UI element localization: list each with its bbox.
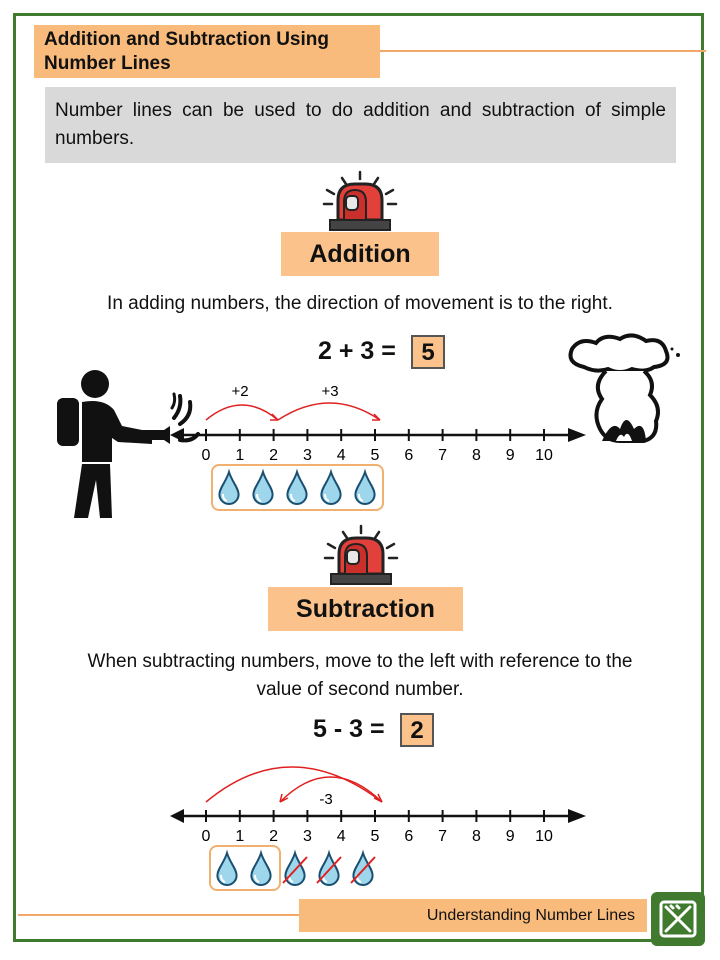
tick-label: 1 [235,447,245,460]
addition-number-line [170,378,590,460]
tick-label: 4 [336,447,346,460]
water-drop-icon [287,472,306,504]
subtraction-label: Subtraction [268,587,463,631]
subtraction-answer: 2 [400,713,434,747]
water-drop-icon [217,853,236,885]
tick-label: 10 [535,828,553,842]
addition-drops [211,464,411,511]
footer-divider [18,914,300,916]
tick-label: 3 [302,828,312,842]
water-drop-icon [355,472,374,504]
intro-text: Number lines can be used to do addition and subtraction of simple numbers. [45,87,676,163]
tick-label: 8 [471,447,481,460]
water-drop-icon [219,472,238,504]
logo [651,892,705,946]
tick-label: 8 [471,828,481,842]
tick-label: 6 [404,828,414,842]
tick-label: 7 [438,447,448,460]
jump-label: -3 [319,791,333,808]
jump-arrow [206,405,278,420]
pencil-ruler-icon [651,892,705,946]
tick-label: 3 [302,447,312,460]
tick-label: 9 [505,828,515,842]
title-divider [380,50,706,52]
jump-arrow [278,403,380,420]
subtraction-description: When subtracting numbers, move to the left with reference to the value of second number. [87,651,633,700]
tick-label: 0 [201,447,211,460]
subtraction-drops [209,845,389,891]
tick-label: 5 [370,828,380,842]
jump-arrow [206,767,382,802]
water-drop-icon [253,472,272,504]
tick-label: 1 [235,828,245,842]
water-drop-icon [251,853,270,885]
subtraction-equation: 5 - 3 = [313,715,385,743]
addition-label: Addition [281,232,439,276]
tick-label: 2 [269,828,279,842]
footer-title: Understanding Number Lines [299,899,647,932]
jump-label: +2 [231,383,249,400]
tick-label: 10 [535,447,553,460]
tick-label: 5 [370,447,380,460]
tick-label: 4 [336,828,346,842]
addition-equation: 2 + 3 = [318,337,396,365]
subtraction-number-line [170,752,590,842]
tick-label: 6 [404,447,414,460]
page-title: Addition and Subtraction Using Number Lines [34,25,380,78]
siren-icon [323,524,399,588]
siren-icon [322,170,398,234]
addition-description: In adding numbers, the direction of movement is to the right. [107,293,613,314]
tick-label: 9 [505,447,515,460]
tick-label: 2 [269,447,279,460]
tick-label: 0 [201,828,211,842]
tick-label: 7 [438,828,448,842]
addition-answer: 5 [411,335,445,369]
water-drop-icon [321,472,340,504]
jump-label: +3 [321,383,339,400]
